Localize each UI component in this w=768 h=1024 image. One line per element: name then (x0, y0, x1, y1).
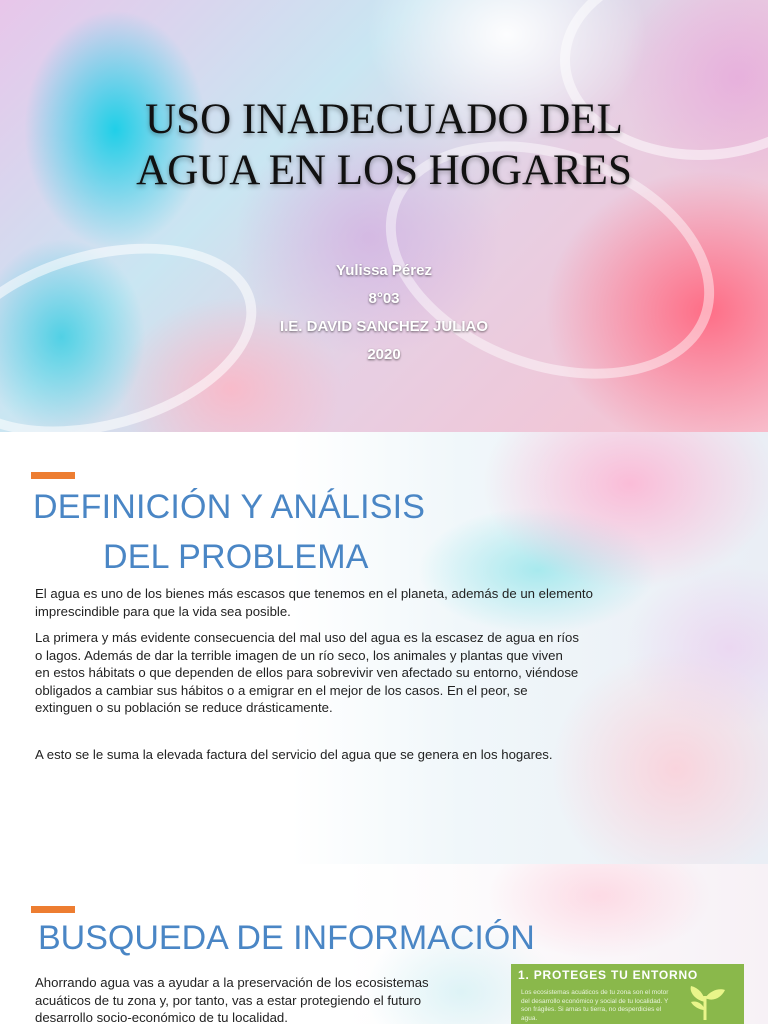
paragraph-1: El agua es uno de los bienes más escasos que tenemos en el planeta, además de un elemento imprescindible para que la vida sea posible. (35, 586, 593, 619)
slide-title (33, 482, 425, 582)
year-label: 2020 (367, 346, 401, 363)
card-title: 1. PROTEGES TU ENTORNO (518, 968, 699, 982)
paragraph: Ahorrando agua vas a ayudar a la preservación de los ecosistemas acuáticos de tu zona y, por tanto, vas a estar protegiendo el futuro desarrollo socio-económico de tu localidad. (35, 975, 429, 1024)
paragraph-2: La primera y más evidente consecuencia del mal uso del agua es la escasez de agua en ríos o lagos. Además de dar la terrible imagen de un río seco, los animales y plantas que viven en estos hábitats o que dependen de ellos para sobrevivir ven afectado su entorno, viéndose obligados a cambiar sus hábitos o a emigrar en el mejor de los casos. En el peor, se extinguen o su población se reduce drásticamente. (35, 630, 579, 715)
author-name: Yulissa Pérez (336, 262, 432, 279)
title-line-1: USO INADECUADO DEL (145, 96, 623, 143)
slide-title-line-2: DEL PROBLEMA (103, 538, 369, 576)
school-name: I.E. DAVID SANCHEZ JULIAO (279, 318, 489, 335)
research-slide (0, 864, 768, 1024)
info-card (511, 964, 744, 1024)
accent-bar (31, 472, 75, 479)
presentation-title (0, 94, 768, 196)
paragraph-3: A esto se le suma la elevada factura del servicio del agua que se genera en los hogares. (35, 747, 553, 762)
slide-title: BUSQUEDA DE INFORMACIÓN (38, 919, 535, 957)
grade-label: 8°03 (368, 290, 400, 307)
title-line-2: AGUA EN LOS HOGARES (136, 147, 632, 194)
sprout-icon (681, 980, 729, 1020)
slide-title-line-1: DEFINICIÓN Y ANÁLISIS (33, 488, 426, 526)
card-text: Los ecosistemas acuáticos de tu zona son el motor del desarrollo económico y social de tu localidad. Y son frágiles. Si amas tu tierra, no desperdicies el agua. (521, 989, 669, 1022)
definition-slide (0, 432, 768, 864)
accent-bar (31, 906, 75, 913)
title-slide (0, 0, 768, 432)
